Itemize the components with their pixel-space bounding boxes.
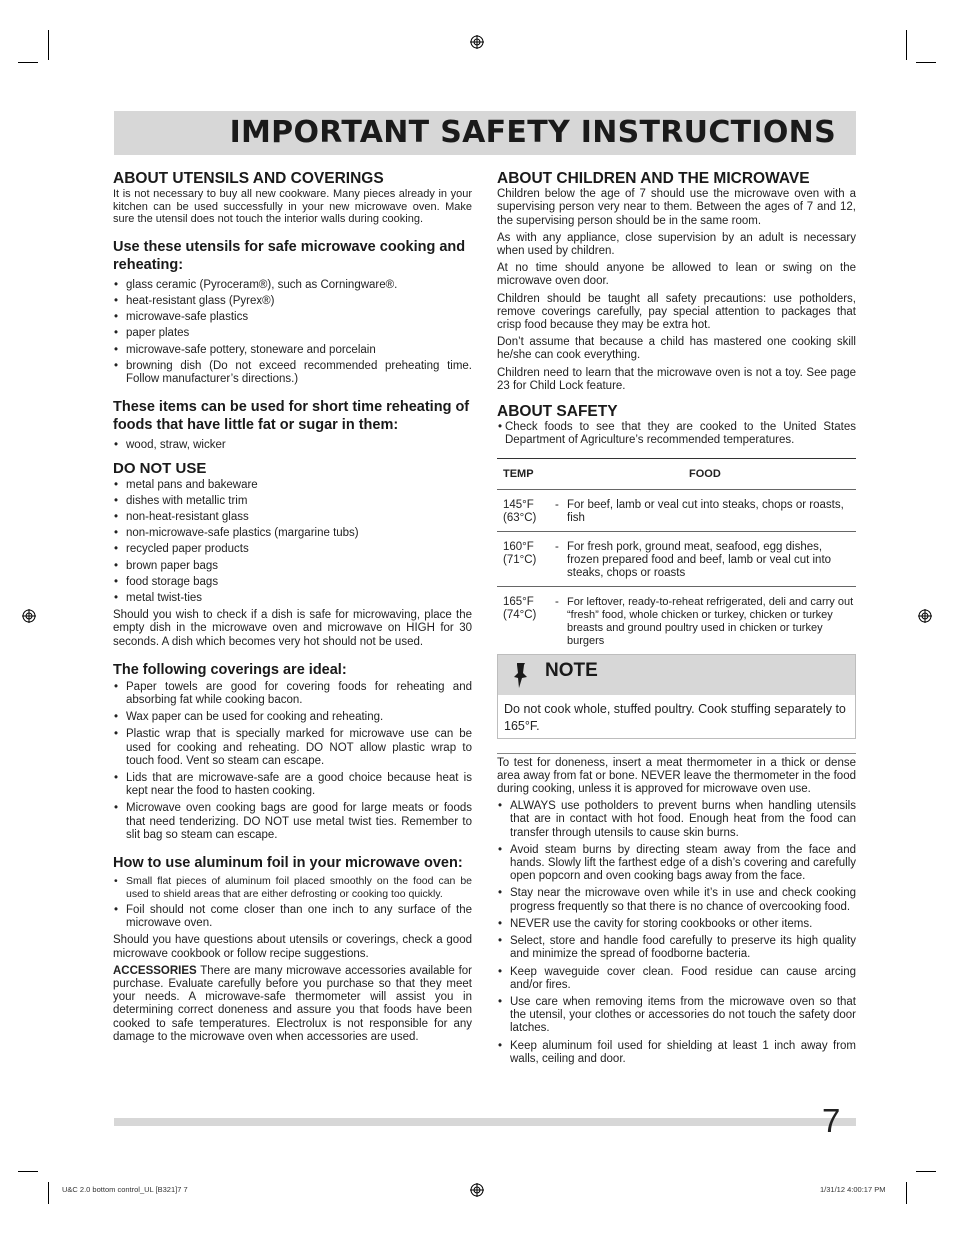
list-item: • Select, store and handle food carefully to preserve its high quality and minimize the spread of foodborne bacteria. (497, 935, 856, 961)
note-text: Do not cook whole, stuffed poultry. Cook stuffing separately to 165°F. (504, 701, 846, 733)
temp-cell (497, 489, 549, 531)
doneness-text: To test for doneness, insert a meat thermometer in a thick or dense area away from fat or bone. NEVER leave the thermometer in the food during cooking, unless it is approved for microwave oven use. (497, 756, 856, 796)
food-cell: - For fresh pork, ground meat, seafood, egg dishes, frozen prepared food and beef, lamb or veal cut into steaks, chops or roasts (549, 531, 856, 586)
note-box (497, 654, 856, 739)
pushpin-icon (511, 661, 531, 689)
children-paragraph: Children need to learn that the microwave oven is not a toy. See page 23 for Child Lock feature. (497, 366, 856, 392)
footer-slug-left: U&C 2.0 bottom control_UL [B321]7 7 (62, 1185, 188, 1194)
list-item: • Wax paper can be used for cooking and reheating. (113, 711, 472, 724)
list-item: • Stay near the microwave oven while it’s in use and check cooking progress frequently so that there is no chance of overcooking food. (497, 887, 856, 913)
dish-check-text: Should you wish to check if a dish is safe for microwaving, place the empty dish in the microwave oven and microwave on HIGH for 30 seconds. A dish which becomes very hot should not be used. (113, 609, 472, 648)
utensils-heading: ABOUT UTENSILS AND COVERINGS (113, 170, 384, 187)
short-reheat-heading: These items can be used for short time reheating of foods that have little fat or sugar in them: (113, 399, 470, 434)
table-header-temp: TEMP (497, 458, 549, 489)
list-item: • glass ceramic (Pyroceram®), such as Corningware®. (113, 279, 472, 292)
crop-mark (18, 1171, 38, 1172)
foil-questions-text: Should you have questions about utensils or coverings, check a good microwave cookbook or follow recipe suggestions. (113, 934, 472, 960)
accessories-text: There are many microwave accessories available for purchase. Evaluate carefully before you purchase so that they meet your needs. A microwave-safe thermometer will assist you in determining correct doneness and assure you that foods have been cooked to safe temperatures. Electrolux is not responsible for any damage to the microwave oven when accessories are used. (113, 964, 472, 1043)
temp-cell (497, 531, 549, 586)
list-item: • Avoid steam burns by directing steam away from the face and hands. Slowly lift the farthest edge of a dish’s covering and carefully open popcorn and oven cooking bags away from the face. (497, 844, 856, 884)
food-text: For beef, lamb or veal cut into steaks, chops or roasts, fish (567, 498, 844, 524)
do-not-use-heading: DO NOT USE (113, 460, 207, 478)
list-item: • Lids that are microwave-safe are a good choice because heat is kept near the food to hasten cooking. (113, 772, 472, 798)
do-not-use-list (113, 479, 472, 606)
children-paragraph: As with any appliance, close supervision by an adult is necessary when used by children. (497, 231, 856, 258)
crop-mark (48, 30, 49, 60)
list-item: • non-microwave-safe plastics (margarine tubs) (113, 527, 472, 540)
list-item: • non-heat-resistant glass (113, 511, 472, 524)
footer-slug-right: 1/31/12 4:00:17 PM (820, 1185, 886, 1194)
crop-mark (18, 62, 38, 63)
list-item: • Foil should not come closer than one inch to any surface of the microwave oven. (113, 904, 472, 930)
right-column (497, 172, 856, 1070)
temp-c: (74°C) (503, 608, 537, 621)
children-heading: ABOUT CHILDREN AND THE MICROWAVE (497, 170, 810, 187)
accessories-label: ACCESSORIES (113, 964, 197, 977)
registration-mark-icon (22, 609, 36, 623)
temp-c: (63°C) (503, 511, 537, 524)
list-item: • metal twist-ties (113, 592, 472, 605)
bottom-bar (114, 1118, 856, 1126)
list-item: • Keep waveguide cover clean. Food residue can cause arcing and/or fires. (497, 966, 856, 992)
coverings-list (113, 681, 472, 842)
table-header-row (497, 458, 856, 489)
crop-mark (906, 1182, 907, 1204)
coverings-heading: The following coverings are ideal: (113, 661, 347, 678)
utensils-intro: It is not necessary to buy all new cookware. Many pieces already in your kitchen can be used successfully in your new microwave oven. Make sure the utensil does not touch the interior walls during cooking. (113, 188, 472, 226)
food-cell: - For leftover, ready-to-reheat refrigerated, deli and carry out “fresh” food, whole chicken or turkey, chicken or turkey breasts and ground poultry used in chicken or turkey burgers (555, 595, 854, 647)
page-number: 7 (822, 1102, 841, 1139)
list-item: • NEVER use the cavity for storing cookbooks or other items. (497, 918, 856, 931)
temp-c: (71°C) (503, 553, 537, 566)
table-row (497, 531, 856, 586)
list-item: • Microwave oven cooking bags are good for large meats or foods that need tenderizing. DO NOT use metal twist ties. Remember to slit bag so steam can escape. (113, 802, 472, 842)
short-reheat-list (113, 439, 472, 452)
temp-cell (497, 586, 549, 654)
list-item: • browning dish (Do not exceed recommended preheating time. Follow manufacturer’s directions.) (113, 360, 472, 386)
list-item: • Small flat pieces of aluminum foil placed smoothly on the food can be used to shield areas that are either defrosting or cooking too quickly. (113, 875, 472, 900)
crop-mark (48, 1182, 49, 1204)
table-row (497, 489, 856, 531)
safety-heading: ABOUT SAFETY (497, 403, 618, 421)
title-bar (114, 111, 856, 155)
temp-f: 165°F (503, 595, 534, 608)
note-header (498, 655, 855, 695)
safety-list (497, 800, 856, 1066)
temperature-table (497, 458, 856, 654)
list-item: • Keep aluminum foil used for shielding at least 1 inch away from walls, ceiling and door. (497, 1040, 856, 1066)
children-paragraph: At no time should anyone be allowed to lean or swing on the microwave oven door. (497, 262, 856, 288)
accessories-paragraph (113, 965, 472, 1044)
list-item: • food storage bags (113, 576, 472, 589)
crop-mark (906, 30, 907, 60)
page-title: IMPORTANT SAFETY INSTRUCTIONS (229, 115, 836, 150)
list-item: • dishes with metallic trim (113, 495, 472, 508)
note-title: NOTE (545, 659, 598, 681)
list-item: • microwave-safe pottery, stoneware and porcelain (113, 344, 472, 357)
temp-f: 160°F (503, 540, 534, 553)
crop-mark (916, 62, 936, 63)
list-item: • ALWAYS use potholders to prevent burns when handling utensils that are in contact with hot food. Enough heat from the food can transfer through utensils to cause skin burns. (497, 800, 856, 840)
temp-f: 145°F (503, 498, 534, 511)
list-item: • microwave-safe plastics (113, 311, 472, 324)
safe-utensils-list (113, 279, 472, 386)
table-header-food: FOOD (549, 458, 856, 489)
safe-utensils-heading: Use these utensils for safe microwave cooking and reheating: (113, 238, 466, 273)
list-item: • paper plates (113, 327, 472, 340)
children-paragraph: Children should be taught all safety precautions: use potholders, remove coverings carefully, pay special attention to packages that crisp food because they may be extra hot. (497, 292, 856, 332)
food-text: For fresh pork, ground meat, seafood, egg dishes, frozen prepared food and beef, lamb or veal cut into steaks, chops or roasts (567, 540, 832, 579)
list-item: • Plastic wrap that is specially marked for microwave use can be used for cooking and reheating. DO NOT allow plastic wrap to touch food. Vent so steam can escape. (113, 728, 472, 768)
list-item: • Paper towels are good for covering foods for reheating and absorbing fat while cooking bacon. (113, 681, 472, 707)
crop-mark (916, 1171, 936, 1172)
left-column (113, 172, 472, 1048)
list-item: • heat-resistant glass (Pyrex®) (113, 295, 472, 308)
list-item: • metal pans and bakeware (113, 479, 472, 492)
children-paragraph: Don’t assume that because a child has mastered one cooking skill he/she can cook everything. (497, 336, 856, 362)
children-paragraph: Children below the age of 7 should use the microwave oven with a supervising person very near to them. Between the ages of 7 and 12, the supervising person should be in the same room. (497, 188, 856, 227)
foil-heading: How to use aluminum foil in your microwave oven: (113, 855, 463, 871)
list-item: • wood, straw, wicker (113, 439, 472, 452)
food-text: For leftover, ready-to-reheat refrigerated, deli and carry out “fresh” food, whole chicken or turkey, chicken or turkey breasts and ground poultry used in chicken or turkey burgers (567, 595, 854, 647)
registration-mark-icon (470, 35, 484, 49)
registration-mark-icon (470, 1183, 484, 1197)
list-item: • Use care when removing items from the microwave oven so that the utensil, your clothes or accessories do not touch the safety door latches. (497, 996, 856, 1036)
table-row (497, 586, 856, 654)
list-item: • brown paper bags (113, 560, 472, 573)
foil-list (113, 875, 472, 930)
food-cell: - For beef, lamb or veal cut into steaks, chops or roasts, fish (549, 489, 856, 531)
list-item: • recycled paper products (113, 543, 472, 556)
safety-intro-list (497, 421, 856, 447)
registration-mark-icon (918, 609, 932, 623)
list-item: • Check foods to see that they are cooked to the United States Department of Agriculture’s recommended temperatures. (497, 421, 856, 447)
